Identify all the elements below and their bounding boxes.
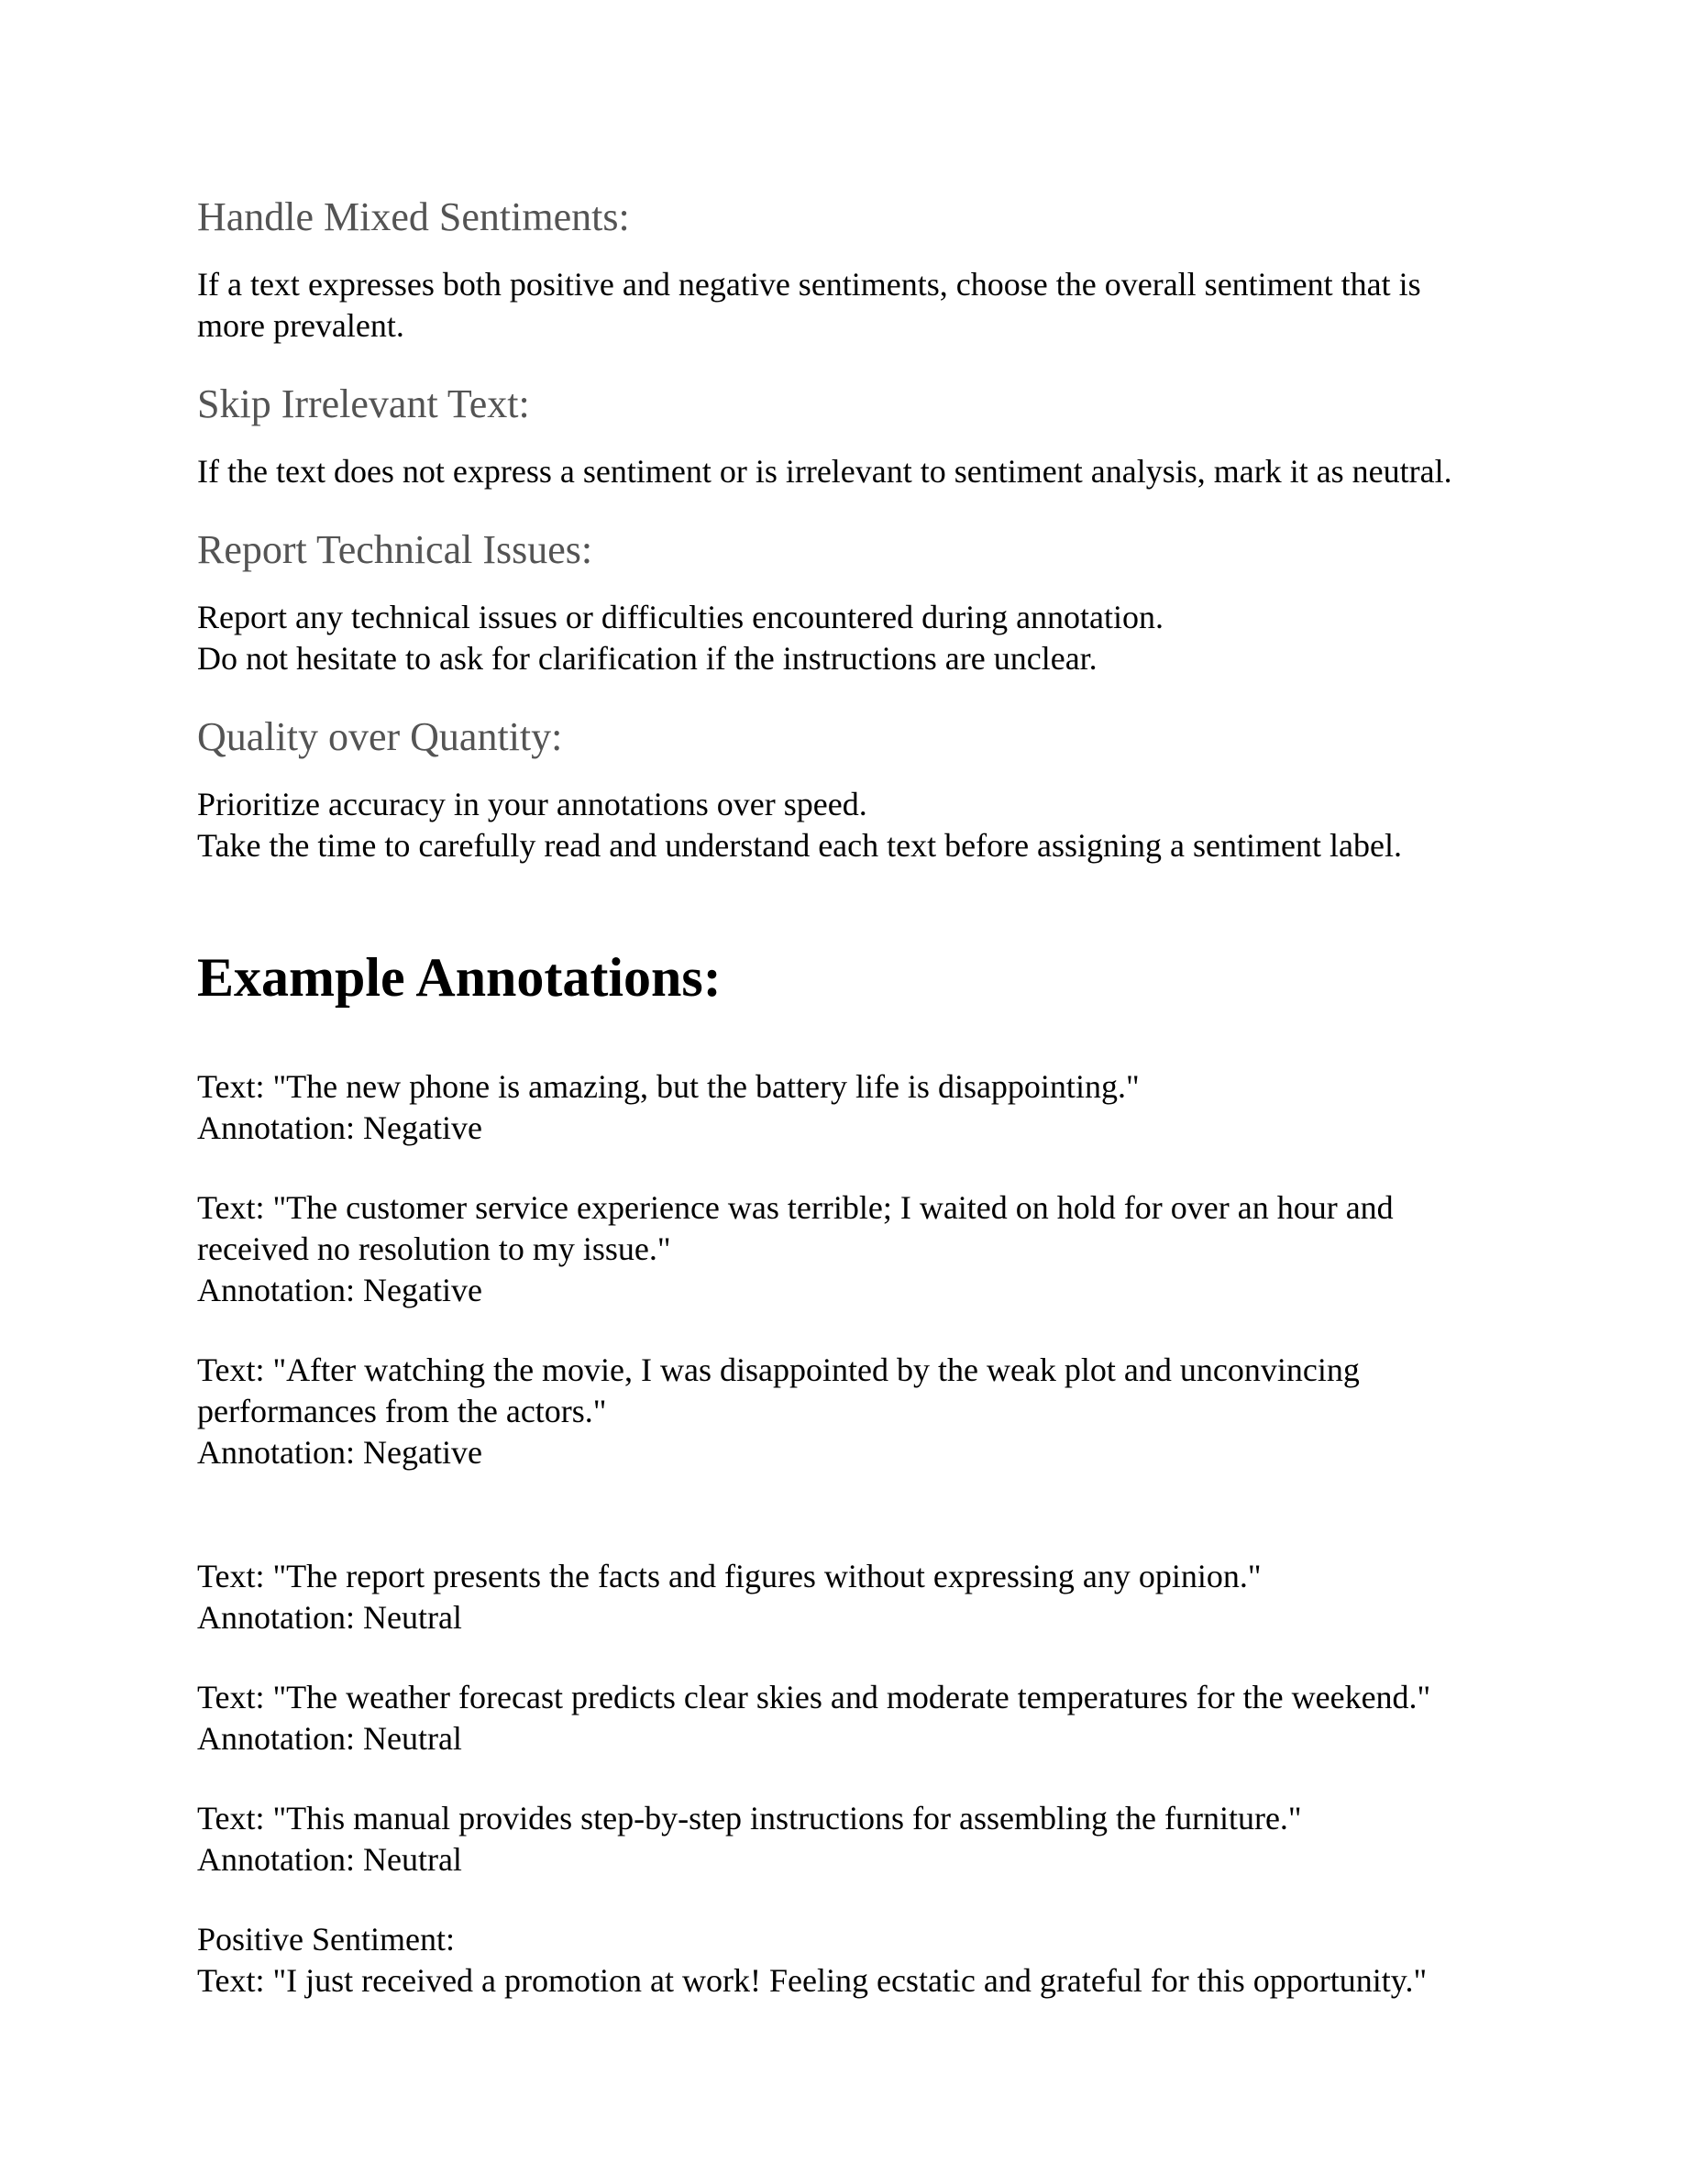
example-line: Text: "The new phone is amazing, but the battery life is disappointing." <box>197 1068 1140 1105</box>
section-body <box>197 451 1491 492</box>
example-line: Annotation: Negative <box>197 1272 482 1308</box>
section-body <box>197 264 1491 347</box>
section-body-line: Prioritize accuracy in your annotations over speed. <box>197 786 867 822</box>
example-annotation <box>197 1350 1491 1473</box>
section-body <box>197 597 1491 679</box>
section-body-line: Take the time to carefully read and understand each text before assigning a sentiment label. <box>197 827 1402 864</box>
section-body-line: If a text expresses both positive and negative sentiments, choose the overall sentiment that is more prevalent. <box>197 266 1421 344</box>
section-heading: Quality over Quantity: <box>197 714 563 759</box>
example-line: Annotation: Negative <box>197 1109 482 1146</box>
example-line: Positive Sentiment: <box>197 1921 456 1958</box>
guidelines-sections <box>197 193 1491 866</box>
example-annotation <box>197 1556 1491 1638</box>
example-annotation <box>197 1677 1491 1759</box>
example-line: Text: "I just received a promotion at work! Feeling ecstatic and grateful for this opportunity." <box>197 1962 1428 1999</box>
examples-title: Example Annotations: <box>197 947 722 1008</box>
example-annotation <box>197 1919 1491 2002</box>
example-line: Text: "After watching the movie, I was disappointed by the weak plot and unconvincing performances from the actors." <box>197 1351 1360 1429</box>
example-annotations-list <box>197 1066 1491 2002</box>
section-body-line: Do not hesitate to ask for clarification if the instructions are unclear. <box>197 640 1098 677</box>
example-line: Text: "The report presents the facts and figures without expressing any opinion." <box>197 1558 1262 1594</box>
example-line: Annotation: Neutral <box>197 1599 462 1636</box>
example-line: Annotation: Neutral <box>197 1720 462 1757</box>
example-annotation <box>197 1798 1491 1881</box>
example-annotation <box>197 1187 1491 1311</box>
example-annotation <box>197 1066 1491 1149</box>
example-line: Text: "This manual provides step-by-step instructions for assembling the furniture." <box>197 1800 1302 1837</box>
section-body <box>197 784 1491 866</box>
section-heading: Skip Irrelevant Text: <box>197 381 530 426</box>
section-heading: Handle Mixed Sentiments: <box>197 194 630 239</box>
example-line: Text: "The customer service experience was terrible; I waited on hold for over an hour and received no resolution to my issue." <box>197 1189 1394 1267</box>
section-body-line: Report any technical issues or difficulties encountered during annotation. <box>197 599 1164 635</box>
example-line: Annotation: Neutral <box>197 1841 462 1878</box>
example-line: Annotation: Negative <box>197 1434 482 1471</box>
section-body-line: If the text does not express a sentiment or is irrelevant to sentiment analysis, mark it as neutral. <box>197 453 1452 490</box>
section-heading: Report Technical Issues: <box>197 527 593 572</box>
example-line: Text: "The weather forecast predicts clear skies and moderate temperatures for the weekend." <box>197 1679 1431 1715</box>
